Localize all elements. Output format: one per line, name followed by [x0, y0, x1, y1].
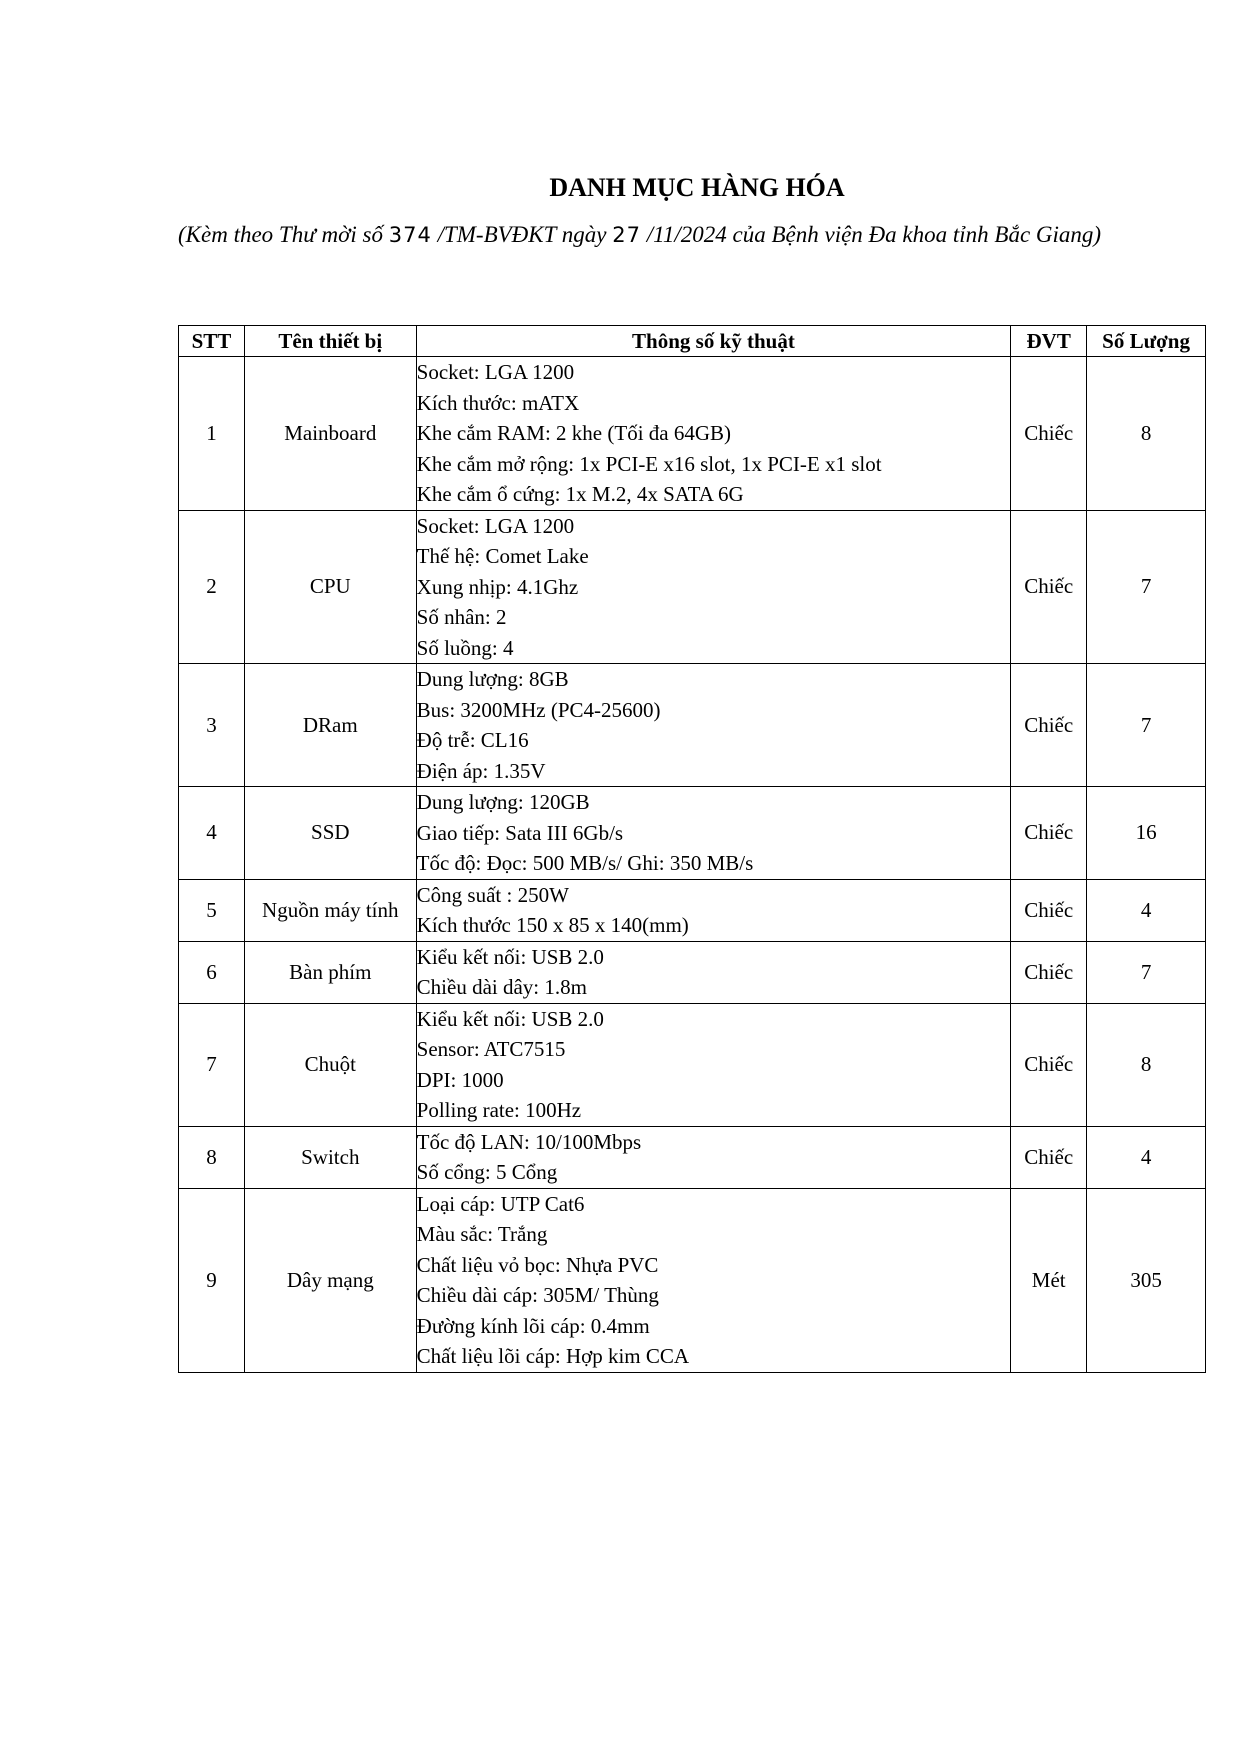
- table-body: [179, 357, 1206, 1373]
- spec-line: DPI: 1000: [416, 1067, 504, 1092]
- cell-quantity: 7: [1087, 664, 1206, 787]
- goods-table: [178, 325, 1206, 1373]
- cell-stt: 9: [179, 1188, 245, 1372]
- cell-quantity: 7: [1087, 941, 1206, 1003]
- spec-line: Xung nhịp: 4.1Ghz: [416, 574, 579, 599]
- subtitle-suffix: /11/2024 của Bệnh viện Đa khoa tỉnh Bắc Giang): [640, 222, 1102, 247]
- cell-specifications: [416, 941, 1011, 1003]
- cell-unit: Chiếc: [1011, 1003, 1087, 1126]
- spec-line: Thế hệ: Comet Lake: [416, 544, 589, 568]
- spec-line: Socket: LGA 1200: [416, 513, 575, 538]
- cell-stt: 5: [179, 879, 245, 941]
- cell-quantity: 4: [1087, 879, 1206, 941]
- spec-line: Đường kính lõi cáp: 0.4mm: [416, 1313, 650, 1338]
- cell-device-name: Nguồn máy tính: [244, 879, 416, 941]
- cell-stt: 2: [179, 510, 245, 664]
- spec-line: Điện áp: 1.35V: [416, 758, 546, 783]
- handwritten-letter-number: 374: [388, 223, 432, 247]
- subtitle-prefix: (Kèm theo Thư mời số: [178, 222, 389, 247]
- spec-line: Khe cắm mở rộng: 1x PCI-E x16 slot, 1x PCI-E x1 slot: [416, 451, 882, 476]
- table-row: [179, 787, 1206, 880]
- spec-line: Sensor: ATC7515: [416, 1037, 566, 1061]
- spec-line: Dung lượng: 120GB: [416, 790, 590, 814]
- spec-line: Số nhân: 2: [416, 605, 507, 629]
- cell-device-name: Dây mạng: [244, 1188, 416, 1372]
- cell-unit: Chiếc: [1011, 510, 1087, 664]
- document-page: [178, 170, 1206, 1368]
- cell-stt: 1: [179, 357, 245, 511]
- table-row: [179, 1126, 1206, 1188]
- spec-line: Kích thước: mATX: [416, 390, 580, 415]
- spec-line: Loại cáp: UTP Cat6: [416, 1191, 585, 1216]
- table-row: [179, 357, 1206, 511]
- cell-device-name: DRam: [244, 664, 416, 787]
- cell-unit: Mét: [1011, 1188, 1087, 1372]
- spec-line: Số cổng: 5 Cổng: [416, 1160, 558, 1184]
- cell-unit: Chiếc: [1011, 787, 1087, 880]
- spec-line: Kiểu kết nối: USB 2.0: [416, 944, 604, 969]
- spec-line: Chiều dài dây: 1.8m: [416, 975, 587, 999]
- spec-line: Bus: 3200MHz (PC4-25600): [416, 697, 661, 722]
- cell-device-name: Mainboard: [244, 357, 416, 511]
- subtitle-middle: /TM-BVĐKT ngày: [431, 222, 613, 247]
- cell-device-name: Switch: [244, 1126, 416, 1188]
- cell-quantity: 8: [1087, 1003, 1206, 1126]
- cell-specifications: [416, 879, 1011, 941]
- spec-line: Polling rate: 100Hz: [416, 1098, 582, 1122]
- spec-line: Tốc độ: Đọc: 500 MB/s/ Ghi: 350 MB/s: [416, 851, 754, 875]
- table-row: [179, 1188, 1206, 1372]
- cell-specifications: [416, 1188, 1011, 1372]
- cell-specifications: [416, 357, 1011, 511]
- cell-specifications: [416, 1003, 1011, 1126]
- document-title: DANH MỤC HÀNG HÓA: [549, 173, 845, 202]
- spec-line: Độ trễ: CL16: [416, 728, 529, 752]
- cell-quantity: 4: [1087, 1126, 1206, 1188]
- cell-specifications: [416, 510, 1011, 664]
- cell-quantity: 16: [1087, 787, 1206, 880]
- cell-device-name: SSD: [244, 787, 416, 880]
- cell-device-name: CPU: [244, 510, 416, 664]
- cell-device-name: Bàn phím: [244, 941, 416, 1003]
- header-quantity: Số Lượng: [1087, 326, 1206, 357]
- table-row: [179, 1003, 1206, 1126]
- cell-unit: Chiếc: [1011, 941, 1087, 1003]
- table-row: [179, 879, 1206, 941]
- header-device-name: Tên thiết bị: [244, 326, 416, 357]
- cell-stt: 6: [179, 941, 245, 1003]
- spec-line: Dung lượng: 8GB: [416, 667, 569, 691]
- cell-stt: 3: [179, 664, 245, 787]
- spec-line: Công suất : 250W: [416, 882, 569, 907]
- cell-quantity: 8: [1087, 357, 1206, 511]
- spec-line: Khe cắm RAM: 2 khe (Tối đa 64GB): [416, 421, 732, 445]
- spec-line: Màu sắc: Trắng: [416, 1222, 548, 1246]
- cell-specifications: [416, 664, 1011, 787]
- cell-stt: 4: [179, 787, 245, 880]
- handwritten-day: 27: [612, 223, 641, 247]
- spec-line: Tốc độ LAN: 10/100Mbps: [416, 1129, 642, 1154]
- table-row: [179, 941, 1206, 1003]
- spec-line: Số luồng: 4: [416, 635, 514, 660]
- spec-line: Kiểu kết nối: USB 2.0: [416, 1006, 604, 1031]
- spec-line: Kích thước 150 x 85 x 140(mm): [416, 913, 689, 937]
- table-row: [179, 510, 1206, 664]
- cell-quantity: 7: [1087, 510, 1206, 664]
- cell-unit: Chiếc: [1011, 664, 1087, 787]
- table-row: [179, 664, 1206, 787]
- document-subtitle: [178, 218, 1206, 252]
- spec-line: Khe cắm ổ cứng: 1x M.2, 4x SATA 6G: [416, 482, 744, 506]
- cell-specifications: [416, 1126, 1011, 1188]
- cell-quantity: 305: [1087, 1188, 1206, 1372]
- cell-unit: Chiếc: [1011, 1126, 1087, 1188]
- header-specifications: Thông số kỹ thuật: [416, 326, 1011, 357]
- header-stt: STT: [179, 326, 245, 357]
- cell-specifications: [416, 787, 1011, 880]
- cell-stt: 7: [179, 1003, 245, 1126]
- spec-line: Giao tiếp: Sata III 6Gb/s: [416, 820, 624, 845]
- spec-line: Chiều dài cáp: 305M/ Thùng: [416, 1283, 659, 1307]
- cell-unit: Chiếc: [1011, 357, 1087, 511]
- spec-line: Chất liệu vỏ bọc: Nhựa PVC: [416, 1252, 659, 1277]
- cell-device-name: Chuột: [244, 1003, 416, 1126]
- cell-stt: 8: [179, 1126, 245, 1188]
- cell-unit: Chiếc: [1011, 879, 1087, 941]
- spec-line: Socket: LGA 1200: [416, 360, 575, 384]
- table-header-row: [179, 326, 1206, 357]
- spec-line: Chất liệu lõi cáp: Hợp kim CCA: [416, 1344, 690, 1368]
- header-unit: ĐVT: [1011, 326, 1087, 357]
